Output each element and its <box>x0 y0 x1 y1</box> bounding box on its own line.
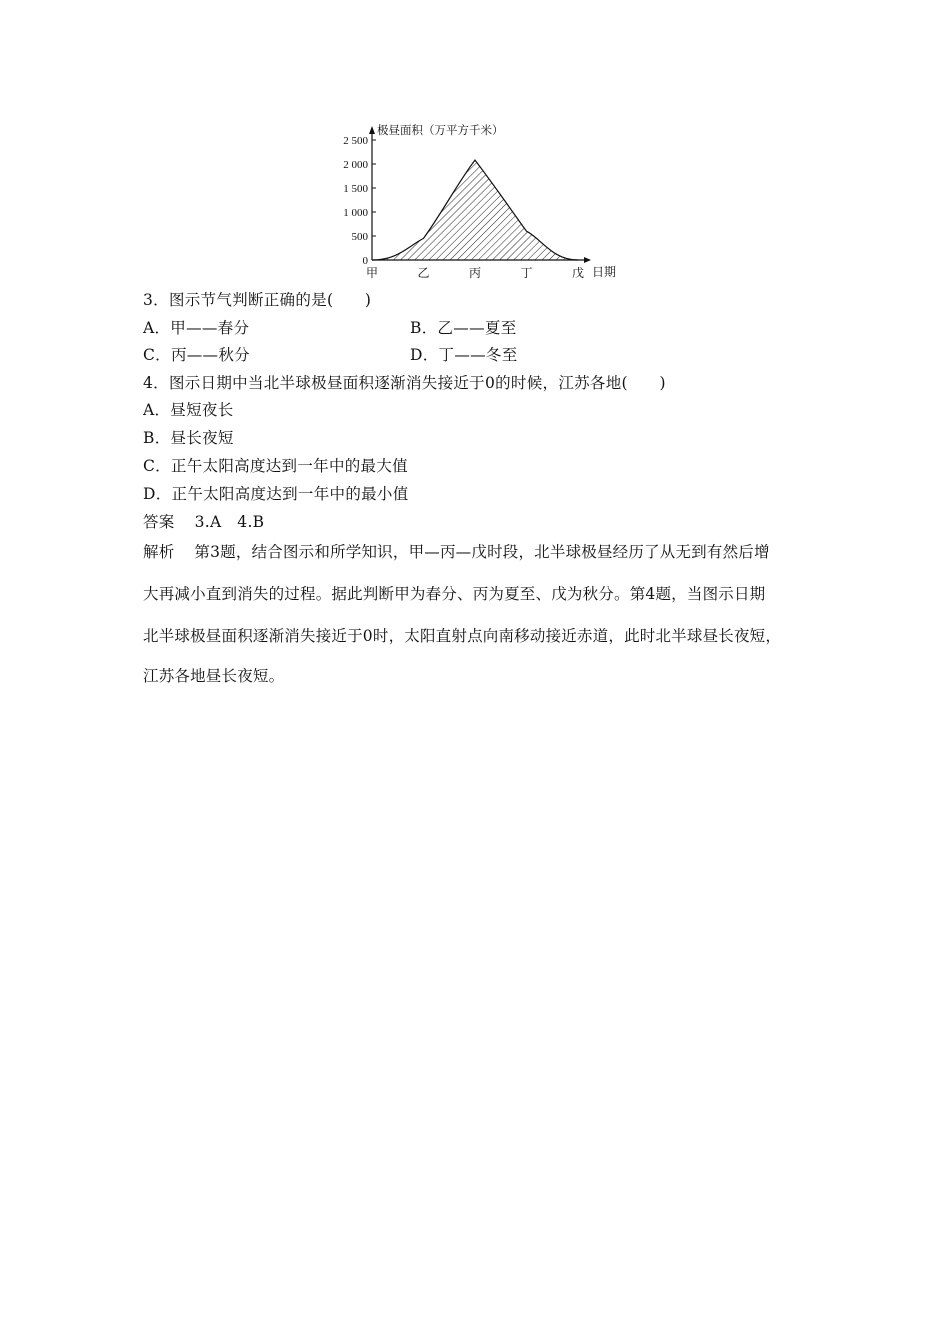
x-category-label: 丙 <box>468 266 482 280</box>
chart-svg <box>330 118 630 288</box>
question-3-stem: 3．图示节气判断正确的是( ) <box>143 291 372 309</box>
answer-text: 3.A 4.B <box>194 513 265 531</box>
area-fill <box>372 160 578 260</box>
analysis-text-1: 第3题，结合图示和所学知识，甲—丙—戊时段，北半球极昼经历了从无到有然后增 <box>194 543 770 561</box>
question-3-option-a: A．甲——春分 <box>143 319 250 337</box>
analysis-line-4: 江苏各地昼长夜短。 <box>143 667 285 685</box>
analysis-label: 解析 <box>143 543 175 561</box>
question-4-stem: 4．图示日期中当北半球极昼面积逐渐消失接近于0的时候，江苏各地( ) <box>143 374 666 392</box>
y-axis-label: 极昼面积（万平方千米） <box>377 125 504 137</box>
question-4-option-b: B．昼长夜短 <box>143 429 234 447</box>
analysis-line-1 <box>143 542 823 562</box>
question-4-option-a: A．昼短夜长 <box>143 401 234 419</box>
y-tick-label: 2 000 <box>343 159 368 171</box>
question-4-option-d: D．正午太阳高度达到一年中的最小值 <box>143 485 409 503</box>
analysis-line-2: 大再减小直到消失的过程。据此判断甲为春分、丙为夏至、戊为秋分。第4题，当图示日期 <box>143 585 766 603</box>
question-4-option-c: C．正午太阳高度达到一年中的最大值 <box>143 457 408 475</box>
polar-day-area-chart <box>330 118 630 288</box>
y-axis-arrow <box>369 126 375 134</box>
y-tick-label: 2 500 <box>343 135 368 147</box>
x-category-label: 戊 <box>571 266 585 280</box>
answer-line <box>143 512 264 532</box>
question-3-option-b: B．乙——夏至 <box>410 319 517 337</box>
x-axis-arrow <box>584 257 591 263</box>
y-tick-label: 1 500 <box>343 183 368 195</box>
x-category-label: 甲 <box>365 266 379 280</box>
y-tick-label: 0 <box>362 255 368 267</box>
question-3-option-d: D．丁——冬至 <box>410 346 518 364</box>
x-category-label: 丁 <box>520 266 533 280</box>
y-tick-label: 500 <box>351 231 368 243</box>
question-3-option-c: C．丙——秋分 <box>143 346 250 364</box>
y-tick-label: 1 000 <box>343 207 368 219</box>
x-axis-label: 日期 <box>592 265 617 279</box>
answer-label: 答案 <box>143 513 175 531</box>
analysis-line-3: 北半球极昼面积逐渐消失接近于0时，太阳直射点向南移动接近赤道，此时北半球昼长夜短， <box>143 627 782 645</box>
x-category-label: 乙 <box>417 266 430 280</box>
